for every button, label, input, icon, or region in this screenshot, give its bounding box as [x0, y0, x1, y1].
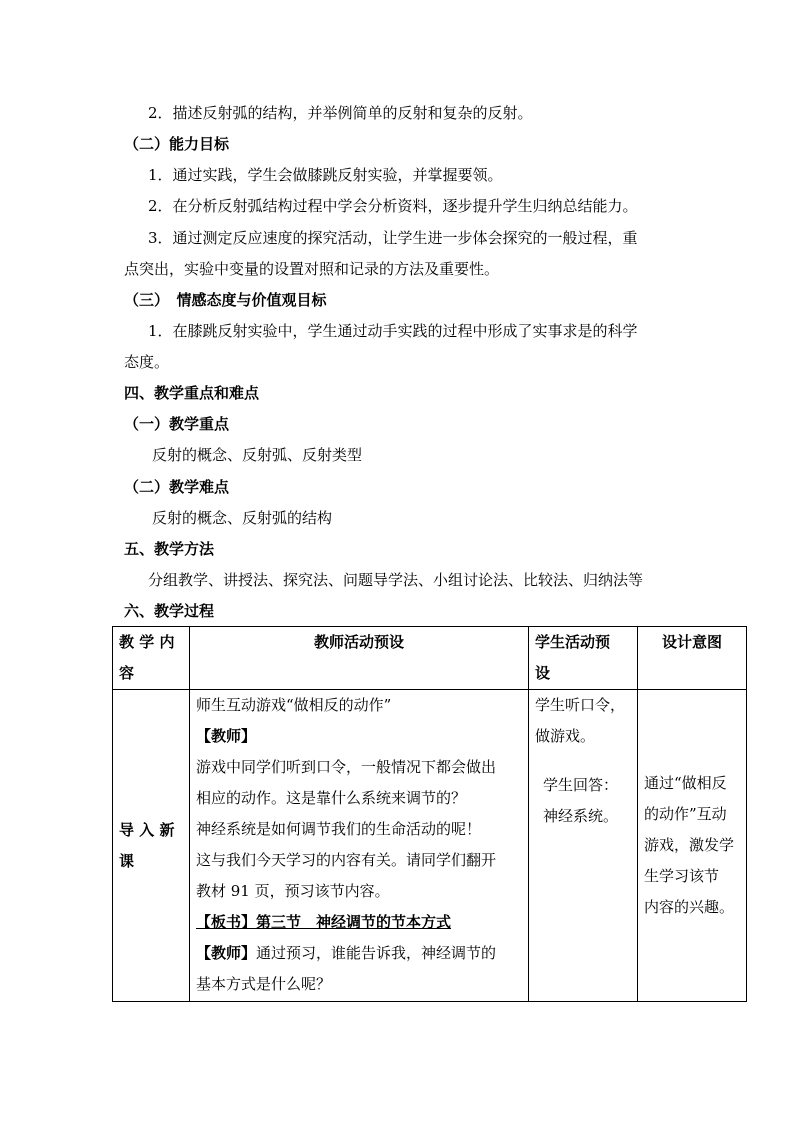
- header-student-line1: 学生活动预: [535, 633, 611, 651]
- header-teacher: [190, 627, 529, 690]
- teacher-line-7: 教材 91 页，预习该节内容。: [196, 882, 390, 900]
- intent-line-3: 游戏，激发学: [644, 836, 735, 854]
- header-teacher-label: 教师活动预设: [313, 633, 404, 651]
- student-line-4: 神经系统。: [543, 807, 619, 825]
- paragraph-emotion-1a: 1．在膝跳反射实验中，学生通过动手实践的过程中形成了实事求是的科学: [148, 322, 638, 340]
- header-intent: [638, 627, 747, 690]
- header-student: [529, 627, 638, 690]
- intent-line-1: 通过“做相反: [644, 774, 727, 792]
- heading-key-points: （一）教学重点: [124, 415, 230, 433]
- intent-line-2: 的动作”互动: [644, 805, 727, 823]
- teacher-line-2: 【教师】: [196, 727, 257, 745]
- header-content-line1: 教 学 内: [119, 633, 175, 651]
- table-row: [113, 690, 747, 1002]
- header-content: [113, 627, 190, 690]
- teacher-line-8-board: 【板书】第三节 神经调节的节本方式: [196, 913, 452, 931]
- paragraph-ability-3a: 3．通过测定反应速度的探究活动，让学生进一步体会探究的一般过程，重: [148, 229, 638, 247]
- paragraph-ability-1: 1．通过实践，学生会做膝跳反射实验，并掌握要领。: [148, 166, 503, 184]
- paragraph-key-points: 反射的概念、反射弧、反射类型: [152, 446, 363, 464]
- header-intent-label: 设计意图: [661, 633, 722, 651]
- row-student: [529, 690, 638, 1002]
- student-line-1: 学生听口令，: [535, 696, 626, 714]
- teacher-line-3: 游戏中同学们听到口令，一般情况下都会做出: [196, 758, 497, 776]
- teacher-line-6: 这与我们今天学习的内容有关。请同学们翻开: [196, 851, 497, 869]
- student-line-3: 学生回答：: [543, 776, 619, 794]
- paragraph-methods: 分组教学、讲授法、探究法、问题导学法、小组讨论法、比较法、归纳法等: [148, 571, 644, 589]
- row-intent: [638, 690, 747, 1002]
- heading-difficulties: （二）教学难点: [124, 478, 230, 496]
- paragraph-objective-2: 2．描述反射弧的结构，并举例简单的反射和复杂的反射。: [148, 104, 533, 122]
- teacher-line-9-text: 通过预习，谁能告诉我，神经调节的: [256, 944, 497, 962]
- header-student-line2: 设: [535, 664, 551, 682]
- paragraph-ability-2: 2．在分析反射弧结构过程中学会分析资料，逐步提升学生归纳总结能力。: [148, 197, 638, 215]
- heading-ability-goals: （二）能力目标: [124, 135, 230, 153]
- heading-emotion-goals: （三） 情感态度与价值观目标: [124, 291, 327, 309]
- teaching-process-table: [112, 626, 747, 1002]
- table-header-row: [113, 627, 747, 690]
- teacher-line-1: 师生互动游戏“做相反的动作”: [196, 696, 392, 714]
- teacher-line-9: [196, 938, 522, 969]
- heading-section-6: 六、教学过程: [124, 602, 215, 620]
- heading-section-5: 五、教学方法: [124, 540, 215, 558]
- intent-line-4: 生学习该节: [644, 867, 720, 885]
- teacher-line-5: 神经系统是如何调节我们的生命活动的呢！: [196, 820, 482, 838]
- paragraph-ability-3b: 点突出，实验中变量的设置对照和记录的方法及重要性。: [124, 260, 500, 278]
- row-teacher: [190, 690, 529, 1002]
- student-line-2: 做游戏。: [535, 727, 596, 745]
- teacher-line-9-label: 【教师】: [196, 944, 257, 962]
- heading-section-4: 四、教学重点和难点: [124, 384, 260, 402]
- row-content: [113, 690, 190, 1002]
- teacher-line-4: 相应的动作。这是靠什么系统来调节的？: [196, 789, 467, 807]
- row-content-line1: 导 入 新: [119, 820, 175, 839]
- paragraph-difficulties: 反射的概念、反射弧的结构: [152, 509, 333, 527]
- header-content-line2: 容: [119, 664, 135, 682]
- teacher-line-10: 基本方式是什么呢？: [196, 975, 332, 993]
- paragraph-emotion-1b: 态度。: [124, 353, 170, 371]
- intent-line-5: 内容的兴趣。: [644, 898, 735, 916]
- row-content-line2: 课: [119, 851, 135, 870]
